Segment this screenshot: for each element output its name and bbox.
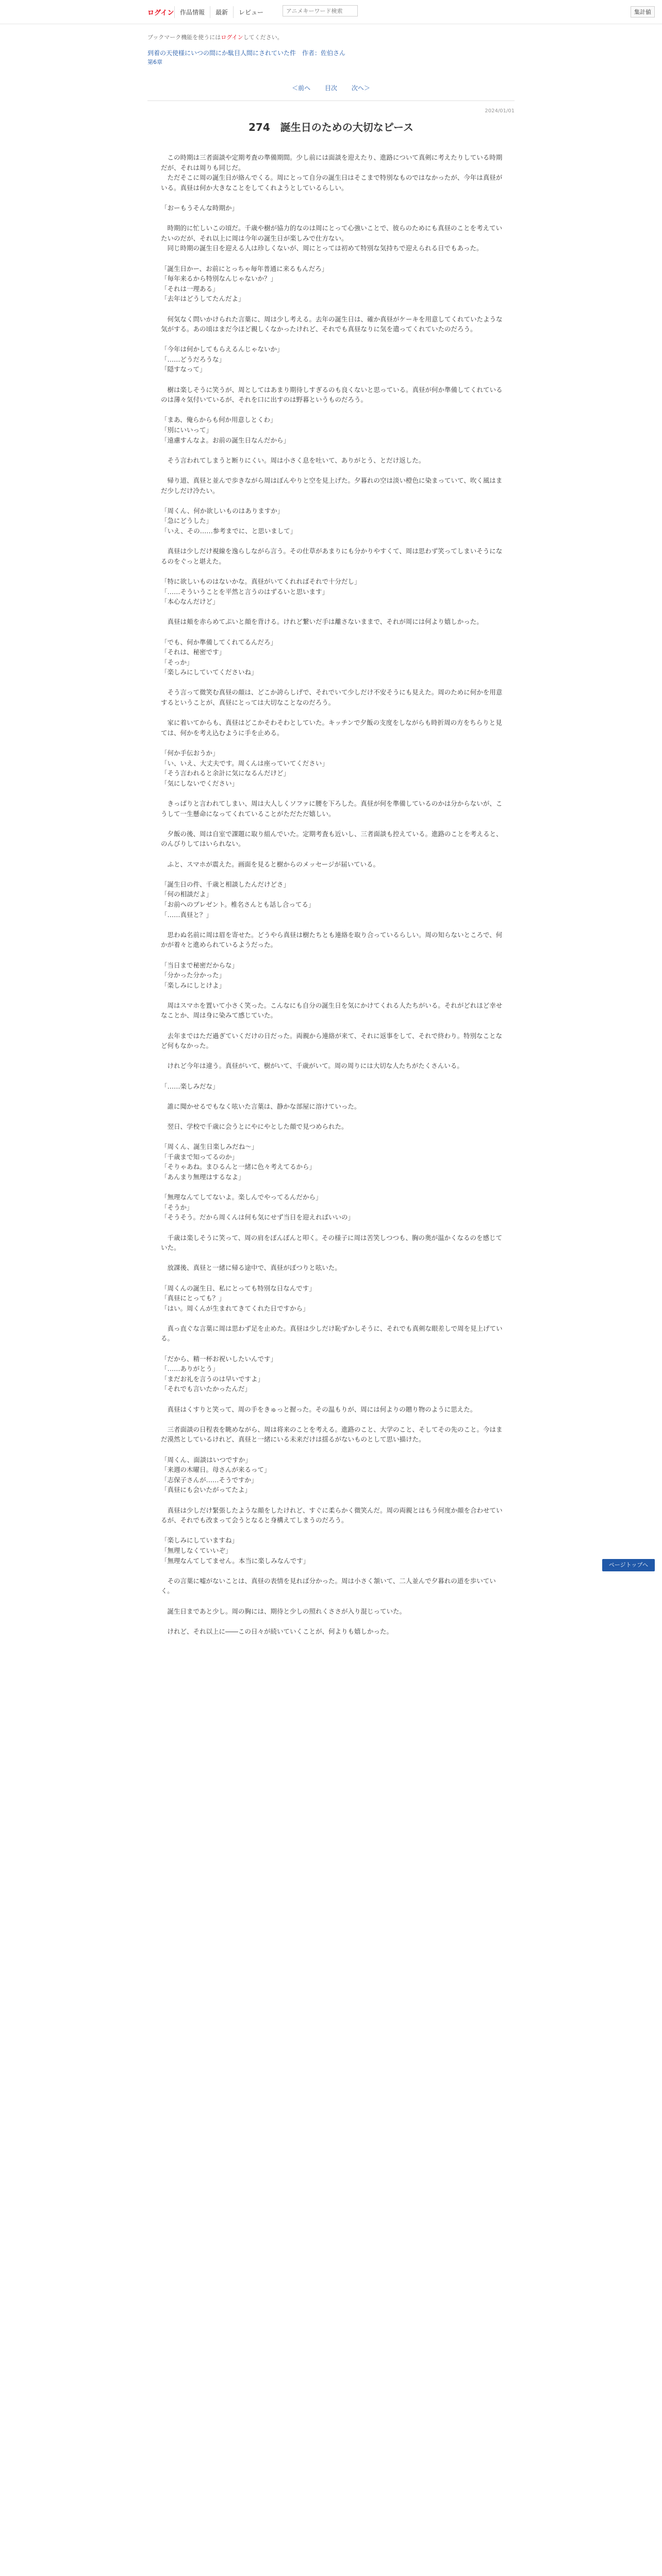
notice-text-post: してください。 (243, 34, 283, 41)
prev-episode-link[interactable]: ＜前へ (292, 84, 311, 92)
chapter-title: 274 誕生日のための大切なピース (249, 121, 413, 133)
settings-tab[interactable]: 集計値 (631, 6, 655, 18)
notice-login-link[interactable]: ログイン (221, 34, 243, 41)
body-paragraph: 「何か手伝おうか」 「い、いえ、大丈夫です。周くんは座っていてください」 「そう言われると余計に気になるんだけど」 「気にしないでください」 (161, 749, 328, 787)
body-paragraph: そう言われてしまうと断りにくい。周は小さく息を吐いて、ありがとう、とだけ返した。 (161, 456, 425, 464)
publish-date: 2024/01/01 (485, 108, 515, 114)
body-paragraph: 思わぬ名前に周は眉を寄せた。どうやら真昼は樹たちとも連絡を取り合っているらしい。周の知らないところで、何かが着々と進められているようだった。 (161, 930, 503, 949)
body-paragraph: そう言って微笑む真昼の顔は、どこか誇らしげで、それでいて少しだけ不安そうにも見えた。周のために何かを用意するということが、真昼にとっては大切なことなのだろう。 (161, 688, 503, 707)
login-link[interactable]: ログイン (147, 9, 174, 17)
body-paragraph: 「当日まで秘密だからな」 「分かった分かった」 「楽しみにしとけよ」 (161, 961, 239, 989)
search-input[interactable] (283, 5, 358, 16)
body-paragraph: 「周くん、誕生日楽しみだね〜」 「千歳まで知ってるのか」 「そりゃあね。まひるんと一緒に色々考えてるから」 「あんまり無理はするなよ」 (161, 1143, 316, 1181)
body-paragraph: 「楽しみにしていますね」 「無理しなくていいぞ」 「無理なんてしてません。本当に楽しみなんです」 (161, 1536, 310, 1565)
body-paragraph: きっぱりと言われてしまい、周は大人しくソファに腰を下ろした。真昼が何を準備しているのかは分からないが、こうして一生懸命になってくれていることがただただ嬉しい。 (161, 800, 503, 818)
chapter-body (147, 152, 515, 1636)
index-link[interactable]: 目次 (324, 84, 337, 92)
body-paragraph: けれど今年は違う。真昼がいて、樹がいて、千歳がいて。周の周りには大切な人たちがたくさんいる。 (161, 1062, 464, 1070)
body-paragraph: 「今年は何かしてもらえるんじゃないか」 「……どうだろうな」 「隠すなって」 (161, 345, 284, 374)
body-paragraph: 「でも、何か準備してくれてるんだろ」 「それは、秘密です」 「そっか」 「楽しみにしていてくださいね」 (161, 638, 277, 676)
body-paragraph: 去年まではただ過ぎていくだけの日だった。両親から連絡が来て、それに返事をして、それで終わり。特別なことなど何もなかった。 (161, 1031, 503, 1050)
nav-works[interactable]: 作品情報 (174, 6, 210, 18)
body-paragraph: 「おーもうそんな時期か」 (161, 204, 239, 212)
body-paragraph: 「だから、精一杯お祝いしたいんです」 「……ありがとう」 「まだお礼を言うのは早いですよ」 「それでも言いたかったんだ」 (161, 1354, 277, 1393)
body-paragraph: 樹は楽しそうに笑うが、周としてはあまり期待しすぎるのも良くないと思っている。真昼が何か準備してくれているのは薄々気付いているが、それを口に出すのは野暮というものだろう。 (161, 385, 503, 404)
body-paragraph: 家に着いてからも、真昼はどこかそわそわとしていた。キッチンで夕飯の支度をしながらも時折周の方をちらりと見ては、何かを考え込むように手を止める。 (161, 719, 502, 737)
notice-text-pre: ブックマーク機能を使うには (147, 34, 221, 41)
body-paragraph: 「無理なんてしてないよ。楽しんでやってるんだから」 「そうか」 「そうそう。だから周くんは何も気にせず当日を迎えればいいの」 (161, 1193, 355, 1222)
body-paragraph: 「誕生日の件、千歳と相談したんだけどさ」 「何の相談だよ」 「お前へのプレゼント。椎名さんとも話し合ってる」 「……真昼と？」 (161, 880, 315, 919)
reader-main (147, 31, 515, 1647)
body-paragraph: 真昼はくすりと笑って、周の手をきゅっと握った。その温もりが、周には何よりの贈り物のように思えた。 (161, 1405, 477, 1413)
body-paragraph: 「誕生日かー、お前にとっちゃ毎年普通に来るもんだろ」 「毎年来るから特別なんじゃないか？」 「それは一理ある」 「去年はどうしてたんだよ」 (161, 264, 328, 303)
body-paragraph: 「周くん、面談はいつですか」 「来週の木曜日。母さんが来るって」 「志保子さんが……そうですか」 「真昼にも会いたがってたよ」 (161, 1455, 271, 1494)
bookmark-notice (147, 33, 515, 41)
nav-reviews[interactable]: レビュー (233, 6, 269, 18)
body-paragraph: 真昼は少しだけ視線を逸らしながら言う。その仕草があまりにも分かりやすくて、周は思わず笑ってしまいそうになるのをぐっと堪えた。 (161, 547, 503, 565)
body-paragraph: 夕飯の後、周は自室で課題に取り組んでいた。定期考査も近いし、三者面談も控えている。進路のことを考えると、のんびりしてはいられない。 (161, 829, 503, 848)
episode-pager (147, 83, 515, 101)
body-paragraph: 誰に聞かせるでもなく呟いた言葉は、静かな部屋に溶けていった。 (161, 1102, 361, 1110)
nav-latest[interactable]: 最新 (210, 6, 233, 18)
body-paragraph: その言葉に嘘がないことは、真昼の表情を見れば分かった。周は小さく頷いて、二人並んで夕暮れの道を歩いていく。 (161, 1577, 496, 1595)
body-paragraph: 三者面談の日程表を眺めながら、周は将来のことを考える。進路のこと、大学のこと、そしてその先のこと。今はまだ漠然としているけれど、真昼と一緒にいる未来だけは揺るがないものとして思い描けた。 (161, 1425, 503, 1444)
body-paragraph: 「まあ、俺らからも何か用意しとくわ」 「別にいいって」 「遠慮すんなよ。お前の誕生日なんだから」 (161, 416, 290, 444)
body-paragraph: 「周くん、何か欲しいものはありますか」 「急にどうした」 「いえ、その……参考までに、と思いまして」 (161, 506, 297, 535)
body-paragraph: 千歳は楽しそうに笑って、周の肩をぽんぽんと叩く。その様子に周は苦笑しつつも、胸の奥が温かくなるのを感じていた。 (161, 1233, 503, 1252)
page-top-button[interactable]: ページトップへ (602, 1559, 655, 1571)
body-paragraph: 周はスマホを置いて小さく笑った。こんなにも自分の誕生日を気にかけてくれる人たちがいる。それがどれほど幸せなことか、周は身に染みて感じていた。 (161, 1001, 503, 1020)
main-nav (174, 6, 269, 18)
next-episode-link[interactable]: 次へ＞ (351, 84, 370, 92)
body-paragraph: この時期は三者面談や定期考査の準備期間。少し前には面談を迎えたり、進路について真剣に考えたりしている時期だが、それは周りも同じだ。 ただそこに周の誕生日が絡んでくる。周にとって自分の誕生日はそこまで特別なものではなかったが、今年は真昼がいる。真昼は何か大きなことをしてくれようとしているらしい。 (161, 154, 503, 192)
body-paragraph: 真昼は少しだけ緊張したような顔をしたけれど、すぐに柔らかく微笑んだ。周の両親とはもう何度か顔を合わせているが、それでも改まって会うとなると身構えてしまうのだろう。 (161, 1506, 503, 1524)
series-title-link[interactable]: 到着の天使様にいつの間にか駄目人間にされていた件 作者：佐伯さん (147, 49, 346, 57)
body-paragraph: 「……楽しみだな」 (161, 1082, 219, 1090)
body-paragraph: 時期的に忙しいこの頃だ。千歳や樹が協力的なのは周にとって心強いことで、彼らのためにも真昼のことを考えていたいのだが、それ以上に周は今年の誕生日が楽しみで仕方ない。 同じ時期の誕生日を迎える人は珍しくないが、周にとっては初めて特別な気持ちで迎えられる日でもあった。 (161, 224, 503, 252)
body-paragraph: けれど、それ以上に――この日々が続いていくことが、何よりも嬉しかった。 (161, 1627, 393, 1635)
body-paragraph: 真昼は頬を赤らめてぷいと顔を背ける。けれど繋いだ手は離さないままで、それが周には何より嬉しかった。 (161, 618, 483, 626)
chapter-section-label[interactable]: 第6章 (147, 59, 162, 65)
top-navigation-bar (0, 0, 662, 24)
body-paragraph: ふと、スマホが震えた。画面を見ると樹からのメッセージが届いている。 (161, 860, 380, 868)
body-paragraph: 「特に欲しいものはないかな。真昼がいてくれればそれで十分だし」 「……そういうことを平然と言うのはずるいと思います」 「本心なんだけど」 (161, 577, 361, 606)
body-paragraph: 帰り道、真昼と並んで歩きながら周はぼんやりと空を見上げた。夕暮れの空は淡い橙色に染まっていて、吹く風はまだ少しだけ冷たい。 (161, 477, 503, 495)
body-paragraph: 「周くんの誕生日、私にとっても特別な日なんです」 「真昼にとっても？」 「はい。周くんが生まれてきてくれた日ですから」 (161, 1284, 316, 1312)
body-paragraph: 翌日、学校で千歳に会うとにやにやとした顔で見つめられた。 (161, 1123, 348, 1130)
body-paragraph: 何気なく問いかけられた言葉に、周は少し考える。去年の誕生日は、確か真昼がケーキを用意してくれていたような気がする。あの頃はまだ今ほど親しくなかったけれど、それでも真昼なりに気を遣ってくれていたのだろう。 (161, 315, 503, 333)
body-paragraph: 真っ直ぐな言葉に周は思わず足を止めた。真昼は少しだけ恥ずかしそうに、それでも真剣な眼差しで周を見上げている。 (161, 1324, 503, 1343)
body-paragraph: 放課後、真昼と一緒に帰る途中で、真昼がぽつりと呟いた。 (161, 1264, 341, 1272)
body-paragraph: 誕生日まであと少し。周の胸には、期待と少しの照れくささが入り混じっていた。 (161, 1607, 406, 1615)
